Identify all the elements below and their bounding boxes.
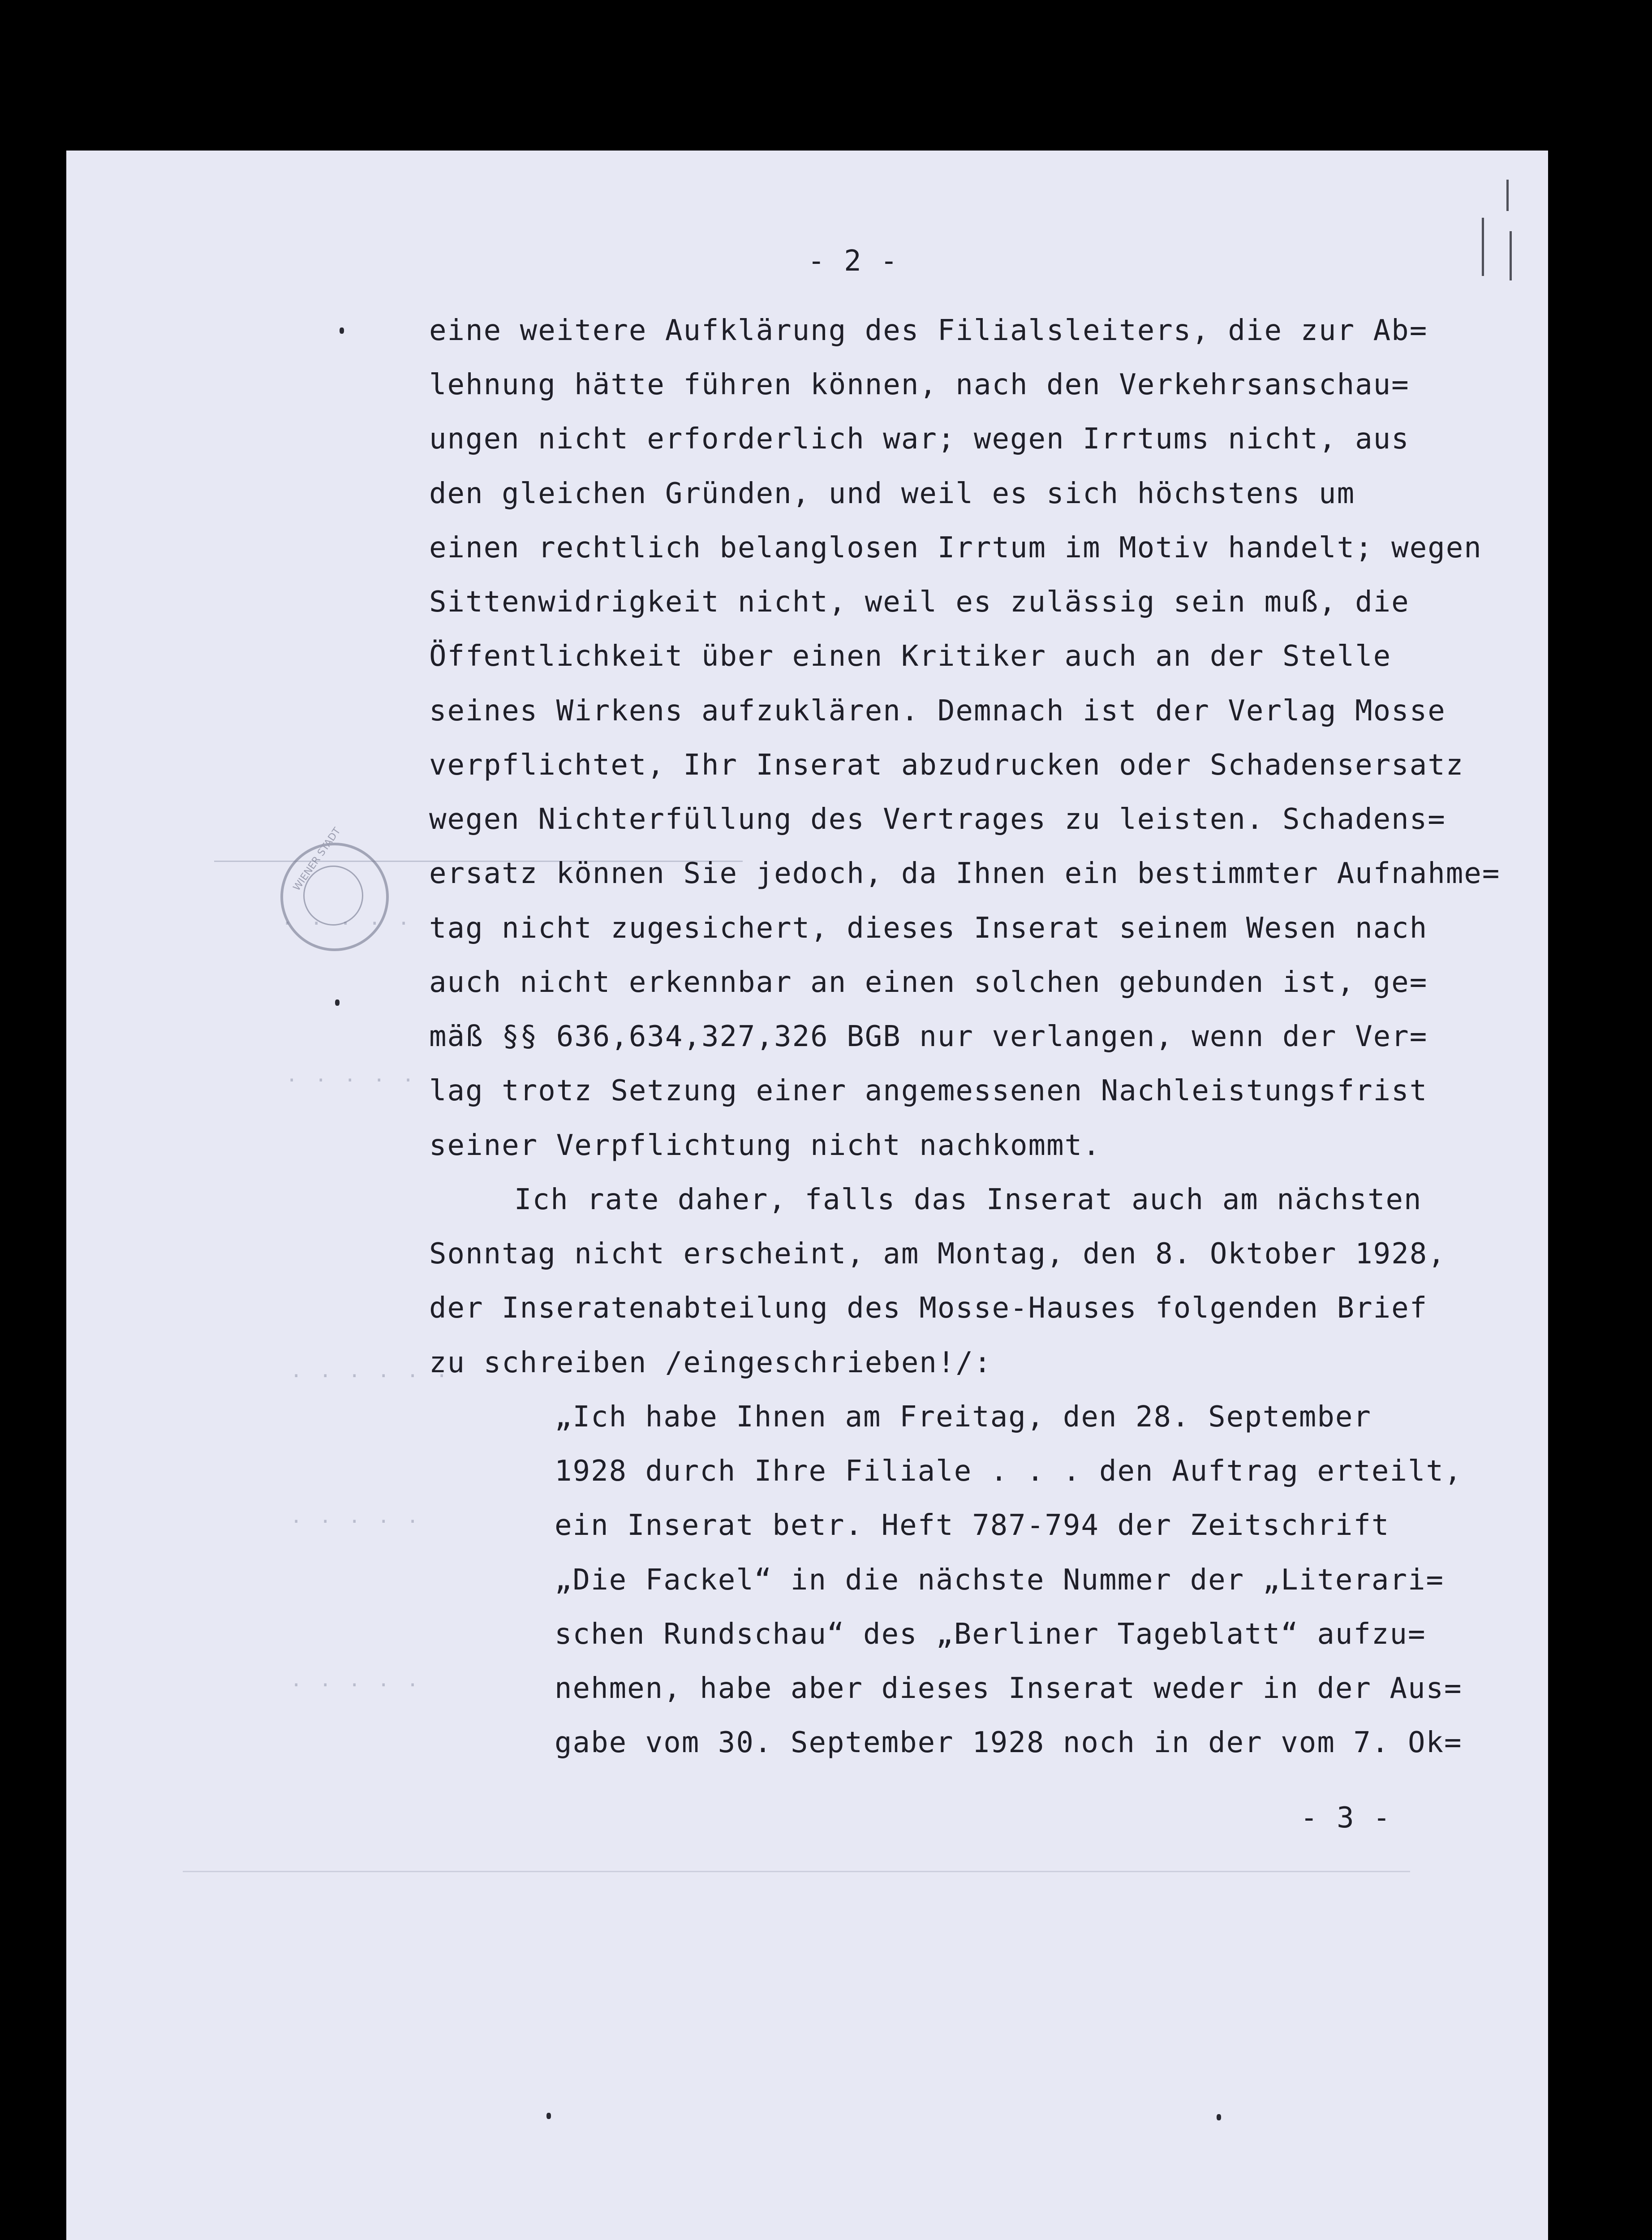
edge-mark — [1506, 180, 1509, 211]
text-line: Ich rate daher, falls das Inserat auch am nächsten — [514, 1183, 1422, 1216]
text-line: „Die Fackel“ in die nächste Nummer der „Literari= — [555, 1564, 1445, 1597]
office-stamp-seal — [280, 826, 389, 951]
margin-dot — [335, 999, 340, 1006]
scan-artifact-rule — [183, 1871, 1410, 1872]
text-line: nehmen, habe aber dieses Inserat weder in der Aus= — [555, 1672, 1463, 1705]
bleed-through-text: · · · · · — [290, 1674, 422, 1697]
stamp-lettering: WIENER STADT — [291, 826, 343, 893]
text-line: eine weitere Aufklärung des Filialsleiters, die zur Ab= — [429, 314, 1428, 347]
text-line: den gleichen Gründen, und weil es sich höchstens um — [429, 477, 1355, 510]
text-line: gabe vom 30. September 1928 noch in der vom 7. Ok= — [555, 1726, 1463, 1759]
margin-dot — [546, 2113, 551, 2119]
text-line: „Ich habe Ihnen am Freitag, den 28. September — [555, 1400, 1372, 1434]
text-line: schen Rundschau“ des „Berliner Tageblatt“ aufzu= — [555, 1618, 1426, 1651]
text-line: 1928 durch Ihre Filiale . . . den Auftrag erteilt, — [555, 1455, 1463, 1488]
edge-mark — [1482, 218, 1484, 276]
text-line: zu schreiben /eingeschrieben!/: — [429, 1346, 992, 1379]
text-line: einen rechtlich belanglosen Irrtum im Motiv handelt; wegen — [429, 531, 1482, 564]
text-line: Öffentlichkeit über einen Kritiker auch an der Stelle — [429, 640, 1392, 673]
text-line: lag trotz Setzung einer angemessenen Nachleistungsfrist — [429, 1074, 1428, 1107]
text-line: Sonntag nicht erscheint, am Montag, den 8. Oktober 1928, — [429, 1237, 1446, 1271]
text-line: lehnung hätte führen können, nach den Verkehrsanschau= — [429, 368, 1410, 401]
bleed-through-text: · · · · · · — [290, 1365, 451, 1387]
margin-dot — [1217, 2114, 1221, 2120]
document-page — [66, 151, 1548, 2240]
text-line: seiner Verpflichtung nicht nachkommt. — [429, 1129, 1101, 1162]
text-line: ein Inserat betr. Heft 787-794 der Zeitschrift — [555, 1509, 1390, 1542]
text-line: ungen nicht erforderlich war; wegen Irrtums nicht, aus — [429, 422, 1410, 456]
page-number-bottom: - 3 - — [1300, 1801, 1391, 1835]
text-line: ersatz können Sie jedoch, da Ihnen ein bestimmter Aufnahme= — [429, 857, 1501, 890]
bleed-through-text: · · · · · — [286, 1069, 417, 1092]
text-line: seines Wirkens aufzuklären. Demnach ist der Verlag Mosse — [429, 694, 1446, 728]
text-line: Sittenwidrigkeit nicht, weil es zulässig sein muß, die — [429, 586, 1410, 619]
page-number-top: - 2 - — [808, 245, 899, 278]
margin-dot — [340, 327, 344, 334]
text-line: verpflichtet, Ihr Inserat abzudrucken oder Schadensersatz — [429, 749, 1464, 782]
text-line: der Inseratenabteilung des Mosse-Hauses folgenden Brief — [429, 1292, 1428, 1325]
edge-mark — [1510, 231, 1512, 280]
text-line: tag nicht zugesichert, dieses Inserat seinem Wesen nach — [429, 912, 1428, 945]
bleed-through-text: · · · · · — [281, 912, 413, 935]
bleed-through-text: · · · · · — [290, 1510, 422, 1533]
text-line: auch nicht erkennbar an einen solchen gebunden ist, ge= — [429, 966, 1428, 999]
text-line: wegen Nichterfüllung des Vertrages zu leisten. Schadens= — [429, 803, 1446, 836]
text-line: mäß §§ 636,634,327,326 BGB nur verlangen, wenn der Ver= — [429, 1020, 1428, 1053]
